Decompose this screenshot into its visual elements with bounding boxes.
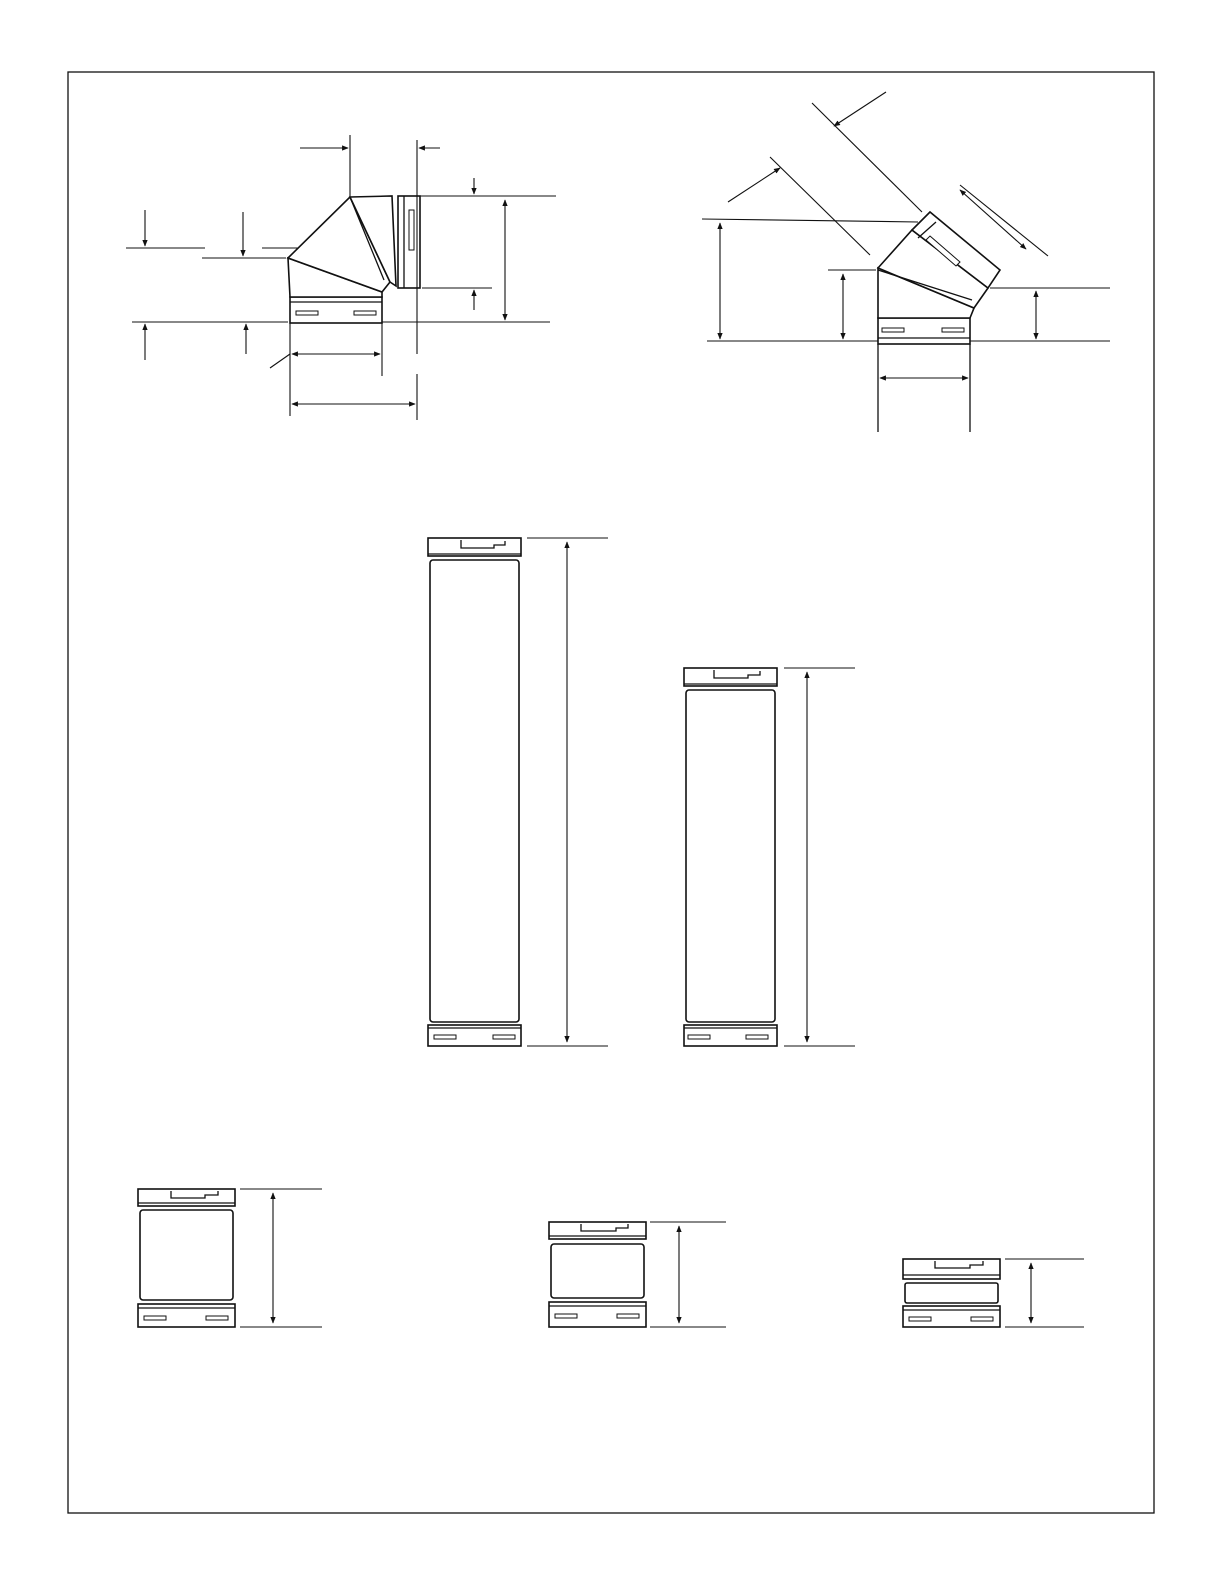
- straight-pipe-icon: [428, 538, 608, 1046]
- elbow-45-icon: [702, 92, 1110, 432]
- pipe-section-icon: [138, 1189, 322, 1327]
- straight-pipe-icon: [684, 668, 855, 1046]
- pipe-section-icon: [903, 1259, 1084, 1327]
- elbow-90-icon: [126, 135, 556, 420]
- pipe-section-icon: [549, 1222, 726, 1327]
